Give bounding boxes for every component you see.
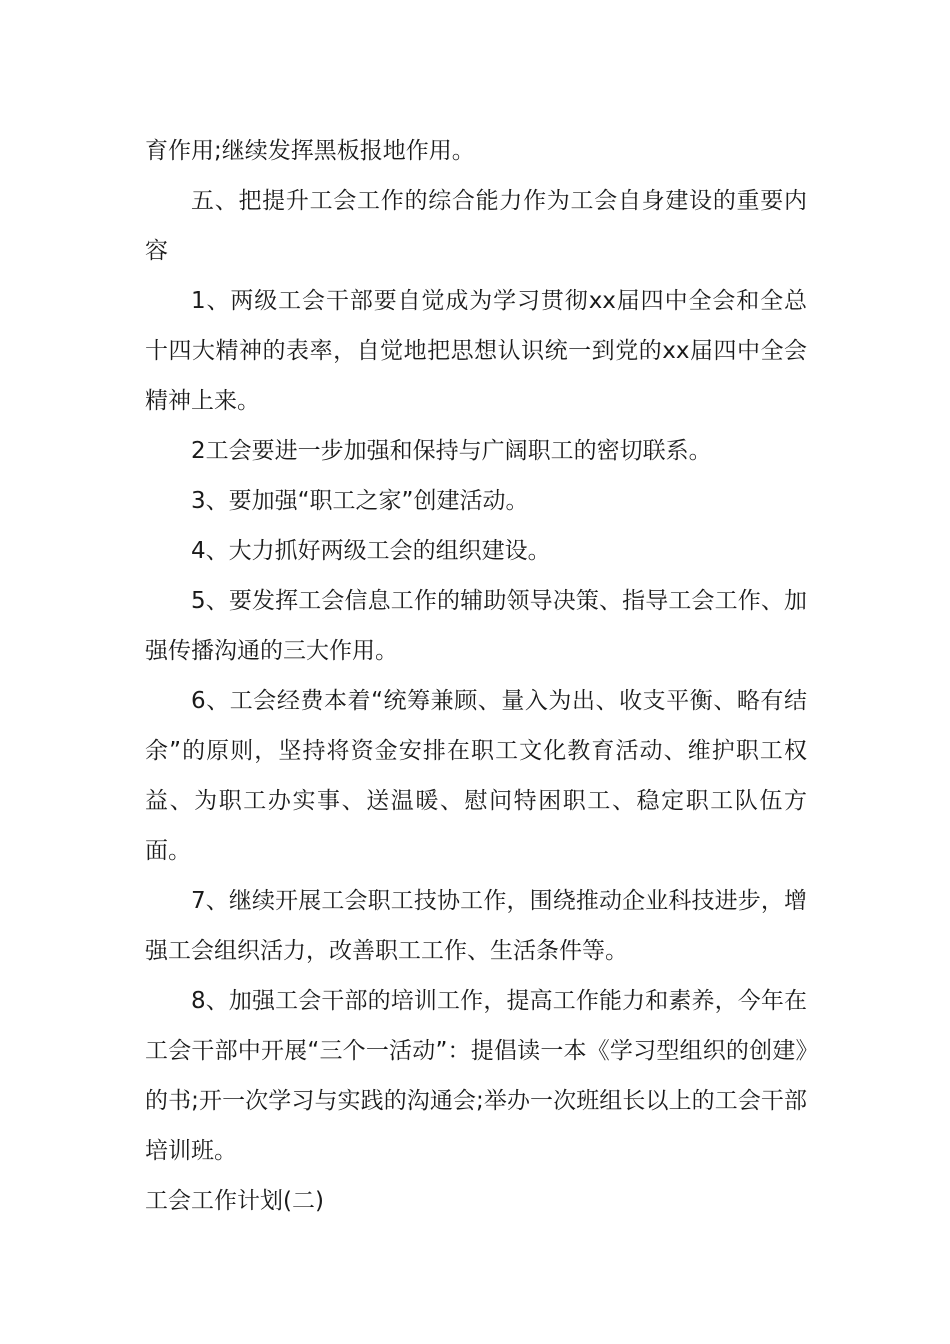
list-item-1: 1、两级工会干部要自觉成为学习贯彻xx届四中全会和全总十四大精神的表率，自觉地把思想认识统一到党的xx届四中全会精神上来。 bbox=[145, 288, 807, 414]
document-section-title: 工会工作计划(二) bbox=[145, 1188, 324, 1214]
list-item-6: 6、工会经费本着“统筹兼顾、量入为出、收支平衡、略有结余”的原则，坚持将资金安排在职工文化教育活动、维护职工权益、为职工办实事、送温暖、慰问特困职工、稳定职工队伍方面。 bbox=[145, 688, 807, 864]
list-item-5: 5、要发挥工会信息工作的辅助领导决策、指导工会工作、加强传播沟通的三大作用。 bbox=[145, 588, 807, 664]
list-item-4: 4、大力抓好两级工会的组织建设。 bbox=[191, 538, 551, 564]
list-item-8: 8、加强工会干部的培训工作，提高工作能力和素养，今年在工会干部中开展“三个一活动”：提倡读一本《学习型组织的创建》的书;开一次学习与实践的沟通会;举办一次班组长以上的工会干部培训班。 bbox=[145, 988, 807, 1164]
list-item-3: 3、要加强“职工之家”创建活动。 bbox=[191, 488, 529, 514]
list-item-2: 2工会要进一步加强和保持与广阔职工的密切联系。 bbox=[191, 438, 712, 464]
paragraph-continuation: 育作用;继续发挥黑板报地作用。 bbox=[145, 138, 475, 164]
section-heading-five: 五、把提升工会工作的综合能力作为工会自身建设的重要内容 bbox=[145, 188, 807, 264]
list-item-7: 7、继续开展工会职工技协工作，围绕推动企业科技进步，增强工会组织活力，改善职工工作、生活条件等。 bbox=[145, 888, 807, 964]
document-body bbox=[145, 126, 807, 1226]
